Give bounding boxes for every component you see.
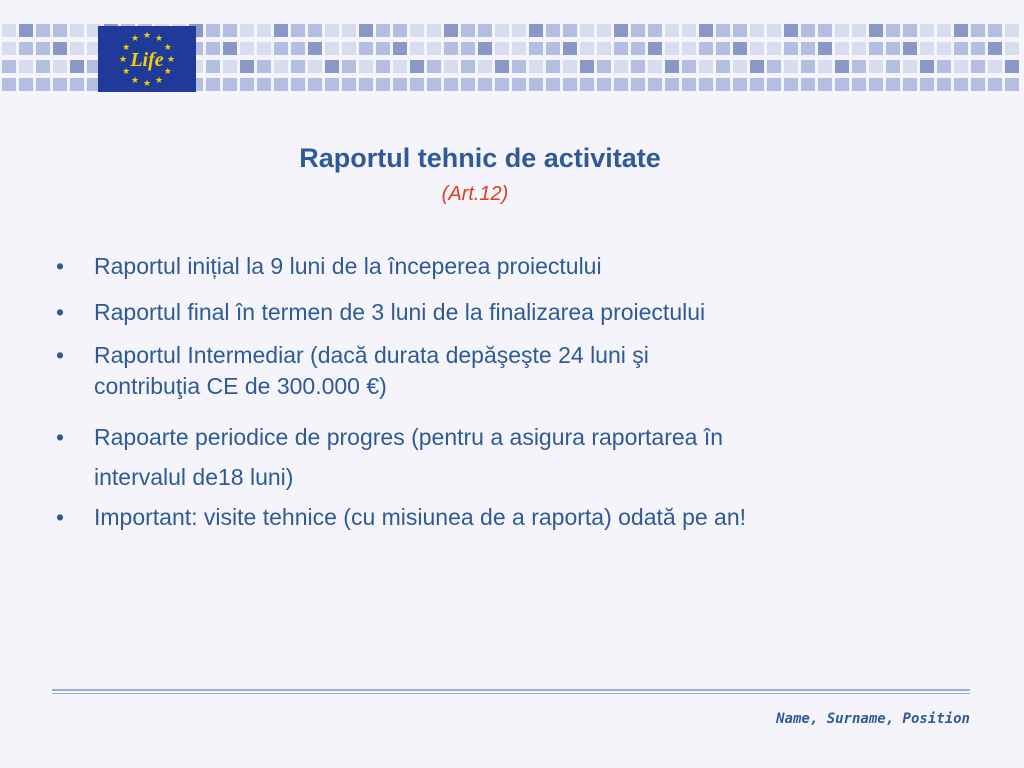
mosaic-tile bbox=[852, 24, 866, 37]
mosaic-tile bbox=[19, 78, 33, 91]
mosaic-tile bbox=[410, 42, 424, 55]
mosaic-tile bbox=[342, 60, 356, 73]
mosaic-tile bbox=[818, 60, 832, 73]
mosaic-tile bbox=[971, 60, 985, 73]
star-icon: ★ bbox=[122, 66, 131, 76]
mosaic-tile bbox=[682, 42, 696, 55]
mosaic-tile bbox=[852, 42, 866, 55]
mosaic-tile bbox=[410, 60, 424, 73]
mosaic-tile bbox=[733, 78, 747, 91]
mosaic-tile bbox=[767, 42, 781, 55]
mosaic-tile bbox=[954, 42, 968, 55]
mosaic-tile bbox=[920, 60, 934, 73]
mosaic-tile bbox=[274, 78, 288, 91]
footer-divider-thin bbox=[52, 693, 970, 694]
star-icon: ★ bbox=[142, 78, 152, 88]
mosaic-tile bbox=[784, 42, 798, 55]
mosaic-tile bbox=[784, 24, 798, 37]
mosaic-tile bbox=[716, 42, 730, 55]
mosaic-tile bbox=[36, 78, 50, 91]
mosaic-tile bbox=[1005, 78, 1019, 91]
mosaic-tile bbox=[716, 60, 730, 73]
mosaic-tile bbox=[597, 60, 611, 73]
mosaic-tile bbox=[359, 24, 373, 37]
mosaic-tile bbox=[767, 24, 781, 37]
mosaic-tile bbox=[393, 42, 407, 55]
mosaic-tile bbox=[478, 78, 492, 91]
mosaic-tile bbox=[682, 60, 696, 73]
footer-author: Name, Surname, Position bbox=[776, 711, 970, 727]
mosaic-tile bbox=[223, 42, 237, 55]
mosaic-tile bbox=[852, 78, 866, 91]
bullet-mark: • bbox=[56, 424, 65, 450]
mosaic-tile bbox=[750, 42, 764, 55]
mosaic-tile bbox=[529, 60, 543, 73]
mosaic-tile bbox=[716, 24, 730, 37]
mosaic-tile bbox=[563, 60, 577, 73]
star-icon: ★ bbox=[142, 30, 152, 40]
star-icon: ★ bbox=[166, 54, 176, 64]
mosaic-tile bbox=[308, 42, 322, 55]
mosaic-tile bbox=[954, 78, 968, 91]
mosaic-tile bbox=[70, 42, 84, 55]
mosaic-tile bbox=[784, 60, 798, 73]
mosaic-tile bbox=[393, 78, 407, 91]
bullet-text-line1: Raportul Intermediar (dacă durata depăşeşte 24 luni şi bbox=[94, 342, 649, 368]
mosaic-tile bbox=[546, 78, 560, 91]
mosaic-tile bbox=[580, 60, 594, 73]
mosaic-tile bbox=[665, 42, 679, 55]
mosaic-tile bbox=[308, 24, 322, 37]
mosaic-tile bbox=[206, 24, 220, 37]
mosaic-tile bbox=[801, 24, 815, 37]
mosaic-tile bbox=[580, 24, 594, 37]
mosaic-tile bbox=[750, 78, 764, 91]
mosaic-tile bbox=[886, 78, 900, 91]
mosaic-tile bbox=[852, 60, 866, 73]
mosaic-tile bbox=[665, 78, 679, 91]
mosaic-tile bbox=[835, 78, 849, 91]
mosaic-tile bbox=[2, 78, 16, 91]
mosaic-tile bbox=[954, 60, 968, 73]
mosaic-tile bbox=[886, 42, 900, 55]
mosaic-tile bbox=[36, 60, 50, 73]
mosaic-tile bbox=[257, 24, 271, 37]
mosaic-tile bbox=[614, 24, 628, 37]
mosaic-tile bbox=[920, 42, 934, 55]
mosaic-tile bbox=[2, 24, 16, 37]
bullet-text-line2: contribuţia CE de 300.000 €) bbox=[94, 373, 387, 399]
mosaic-tile bbox=[376, 60, 390, 73]
mosaic-tile bbox=[444, 78, 458, 91]
mosaic-tile bbox=[342, 78, 356, 91]
mosaic-tile bbox=[36, 24, 50, 37]
mosaic-tile bbox=[597, 78, 611, 91]
mosaic-tile bbox=[631, 24, 645, 37]
mosaic-tile bbox=[988, 78, 1002, 91]
mosaic-tile bbox=[444, 60, 458, 73]
mosaic-tile bbox=[835, 42, 849, 55]
mosaic-tile bbox=[818, 78, 832, 91]
bullet-item bbox=[50, 417, 950, 497]
mosaic-tile bbox=[53, 60, 67, 73]
mosaic-tile bbox=[614, 60, 628, 73]
mosaic-tile bbox=[563, 42, 577, 55]
mosaic-tile bbox=[274, 42, 288, 55]
mosaic-tile bbox=[2, 60, 16, 73]
mosaic-tile bbox=[376, 24, 390, 37]
mosaic-tile bbox=[495, 24, 509, 37]
mosaic-tile bbox=[495, 60, 509, 73]
mosaic-tile bbox=[461, 42, 475, 55]
mosaic-tile bbox=[920, 78, 934, 91]
mosaic-tile bbox=[70, 78, 84, 91]
mosaic-tile bbox=[733, 60, 747, 73]
mosaic-tile bbox=[835, 60, 849, 73]
mosaic-tile bbox=[648, 42, 662, 55]
mosaic-tile bbox=[325, 42, 339, 55]
mosaic-tile bbox=[869, 78, 883, 91]
mosaic-tile bbox=[257, 60, 271, 73]
mosaic-tile bbox=[801, 78, 815, 91]
mosaic-tile bbox=[393, 60, 407, 73]
star-icon: ★ bbox=[154, 33, 164, 44]
mosaic-tile bbox=[495, 42, 509, 55]
mosaic-tile bbox=[376, 42, 390, 55]
mosaic-tile bbox=[835, 24, 849, 37]
mosaic-tile bbox=[410, 24, 424, 37]
star-icon: ★ bbox=[130, 33, 140, 44]
star-icon: ★ bbox=[118, 54, 128, 64]
mosaic-tile bbox=[682, 78, 696, 91]
mosaic-tile bbox=[308, 60, 322, 73]
mosaic-tile bbox=[291, 78, 305, 91]
mosaic-tile bbox=[393, 24, 407, 37]
mosaic-tile bbox=[206, 42, 220, 55]
mosaic-tile bbox=[869, 24, 883, 37]
mosaic-tile bbox=[376, 78, 390, 91]
mosaic-tile bbox=[223, 60, 237, 73]
mosaic-tile bbox=[70, 24, 84, 37]
mosaic-tile bbox=[257, 42, 271, 55]
mosaic-tile bbox=[529, 24, 543, 37]
mosaic-tile bbox=[971, 24, 985, 37]
star-icon: ★ bbox=[163, 42, 172, 52]
mosaic-tile bbox=[971, 42, 985, 55]
mosaic-tile bbox=[291, 60, 305, 73]
mosaic-tile bbox=[512, 42, 526, 55]
mosaic-tile bbox=[733, 42, 747, 55]
mosaic-tile bbox=[648, 60, 662, 73]
mosaic-tile bbox=[818, 42, 832, 55]
mosaic-tile bbox=[19, 24, 33, 37]
mosaic-tile bbox=[954, 24, 968, 37]
mosaic-tile bbox=[767, 60, 781, 73]
bullet-mark: • bbox=[56, 299, 65, 325]
mosaic-tile bbox=[801, 60, 815, 73]
star-icon: ★ bbox=[122, 42, 131, 52]
mosaic-tile bbox=[359, 78, 373, 91]
mosaic-tile bbox=[2, 42, 16, 55]
bullet-text: Important: visite tehnice (cu misiunea de a raporta) odată pe an! bbox=[94, 504, 747, 530]
mosaic-tile bbox=[988, 24, 1002, 37]
mosaic-tile bbox=[750, 24, 764, 37]
mosaic-tile bbox=[240, 60, 254, 73]
mosaic-tile bbox=[1005, 42, 1019, 55]
mosaic-tile bbox=[53, 42, 67, 55]
mosaic-tile bbox=[478, 60, 492, 73]
mosaic-tile bbox=[274, 60, 288, 73]
mosaic-tile bbox=[699, 42, 713, 55]
mosaic-tile bbox=[1005, 24, 1019, 37]
eu-life-logo bbox=[98, 26, 196, 92]
mosaic-tile bbox=[36, 42, 50, 55]
mosaic-tile bbox=[325, 60, 339, 73]
mosaic-tile bbox=[903, 60, 917, 73]
mosaic-tile bbox=[223, 78, 237, 91]
bullet-item bbox=[50, 499, 950, 535]
mosaic-tile bbox=[988, 42, 1002, 55]
mosaic-tile bbox=[206, 78, 220, 91]
mosaic-tile bbox=[206, 60, 220, 73]
mosaic-tile bbox=[716, 78, 730, 91]
mosaic-tile bbox=[342, 24, 356, 37]
slide-title: Raportul tehnic de activitate bbox=[299, 143, 661, 173]
bullet-text-line2: intervalul de18 luni) bbox=[94, 464, 294, 490]
mosaic-tile bbox=[631, 60, 645, 73]
mosaic-tile bbox=[512, 24, 526, 37]
bullet-mark: • bbox=[56, 504, 65, 530]
mosaic-tile bbox=[750, 60, 764, 73]
mosaic-tile bbox=[597, 42, 611, 55]
mosaic-tile bbox=[767, 78, 781, 91]
mosaic-tile bbox=[631, 42, 645, 55]
mosaic-tile bbox=[427, 78, 441, 91]
mosaic-tile bbox=[478, 42, 492, 55]
mosaic-tile bbox=[869, 42, 883, 55]
mosaic-tile bbox=[920, 24, 934, 37]
mosaic-tile bbox=[648, 78, 662, 91]
slide-subtitle: (Art.12) bbox=[441, 183, 509, 205]
star-icon: ★ bbox=[154, 74, 164, 85]
mosaic-tile bbox=[529, 78, 543, 91]
mosaic-tile bbox=[546, 42, 560, 55]
mosaic-tile bbox=[291, 24, 305, 37]
mosaic-tile bbox=[427, 24, 441, 37]
mosaic-tile bbox=[461, 24, 475, 37]
mosaic-tile bbox=[240, 78, 254, 91]
mosaic-tile bbox=[971, 78, 985, 91]
mosaic-tile bbox=[427, 60, 441, 73]
mosaic-tile bbox=[818, 24, 832, 37]
bullet-mark: • bbox=[56, 253, 65, 279]
mosaic-tile bbox=[801, 42, 815, 55]
mosaic-tile bbox=[903, 78, 917, 91]
mosaic-tile bbox=[359, 60, 373, 73]
star-icon: ★ bbox=[130, 74, 140, 85]
mosaic-tile bbox=[427, 42, 441, 55]
mosaic-tile bbox=[461, 60, 475, 73]
mosaic-tile bbox=[580, 78, 594, 91]
mosaic-tile bbox=[359, 42, 373, 55]
mosaic-tile bbox=[495, 78, 509, 91]
bullet-item bbox=[50, 248, 950, 284]
mosaic-tile bbox=[937, 42, 951, 55]
mosaic-tile bbox=[342, 42, 356, 55]
mosaic-tile bbox=[988, 60, 1002, 73]
mosaic-tile bbox=[240, 42, 254, 55]
mosaic-tile bbox=[597, 24, 611, 37]
star-icon: ★ bbox=[163, 66, 172, 76]
mosaic-tile bbox=[274, 24, 288, 37]
mosaic-tile bbox=[784, 78, 798, 91]
mosaic-tile bbox=[512, 78, 526, 91]
mosaic-tile bbox=[886, 24, 900, 37]
logo-text: Life bbox=[130, 49, 164, 71]
mosaic-tile bbox=[631, 78, 645, 91]
bullet-text: Raportul inițial la 9 luni de la începerea proiectului bbox=[94, 253, 602, 279]
mosaic-tile bbox=[665, 24, 679, 37]
mosaic-tile bbox=[733, 24, 747, 37]
mosaic-tile bbox=[240, 24, 254, 37]
bullet-text-line1: Rapoarte periodice de progres (pentru a asigura raportarea în bbox=[94, 424, 724, 450]
mosaic-tile bbox=[223, 24, 237, 37]
bullet-item bbox=[50, 340, 950, 402]
mosaic-tile bbox=[461, 78, 475, 91]
mosaic-tile bbox=[869, 60, 883, 73]
bullet-item bbox=[50, 294, 950, 330]
mosaic-tile bbox=[903, 24, 917, 37]
mosaic-tile bbox=[19, 60, 33, 73]
mosaic-tile bbox=[682, 24, 696, 37]
mosaic-tile bbox=[478, 24, 492, 37]
bullet-mark: • bbox=[56, 342, 65, 368]
mosaic-tile bbox=[546, 60, 560, 73]
mosaic-tile bbox=[53, 24, 67, 37]
bullet-text: Raportul final în termen de 3 luni de la finalizarea proiectului bbox=[94, 299, 706, 325]
mosaic-tile bbox=[325, 78, 339, 91]
mosaic-tile bbox=[699, 60, 713, 73]
mosaic-tile bbox=[512, 60, 526, 73]
mosaic-tile bbox=[529, 42, 543, 55]
mosaic-tile bbox=[903, 42, 917, 55]
mosaic-tile bbox=[699, 78, 713, 91]
mosaic-tile bbox=[886, 60, 900, 73]
mosaic-tile bbox=[444, 24, 458, 37]
mosaic-tile bbox=[580, 42, 594, 55]
mosaic-tile bbox=[1005, 60, 1019, 73]
footer-divider bbox=[52, 689, 970, 691]
mosaic-tile bbox=[19, 42, 33, 55]
mosaic-tile bbox=[614, 42, 628, 55]
mosaic-tile bbox=[308, 78, 322, 91]
mosaic-tile bbox=[257, 78, 271, 91]
mosaic-tile bbox=[53, 78, 67, 91]
mosaic-tile bbox=[563, 24, 577, 37]
mosaic-tile bbox=[937, 78, 951, 91]
mosaic-tile bbox=[699, 24, 713, 37]
mosaic-tile bbox=[291, 42, 305, 55]
mosaic-tile bbox=[325, 24, 339, 37]
mosaic-tile bbox=[410, 78, 424, 91]
bullet-list bbox=[50, 248, 950, 545]
mosaic-tile bbox=[546, 24, 560, 37]
mosaic-tile bbox=[444, 42, 458, 55]
mosaic-tile bbox=[70, 60, 84, 73]
mosaic-tile bbox=[665, 60, 679, 73]
mosaic-tile bbox=[563, 78, 577, 91]
mosaic-tile bbox=[937, 24, 951, 37]
mosaic-tile bbox=[937, 60, 951, 73]
mosaic-tile bbox=[648, 24, 662, 37]
mosaic-tile bbox=[614, 78, 628, 91]
